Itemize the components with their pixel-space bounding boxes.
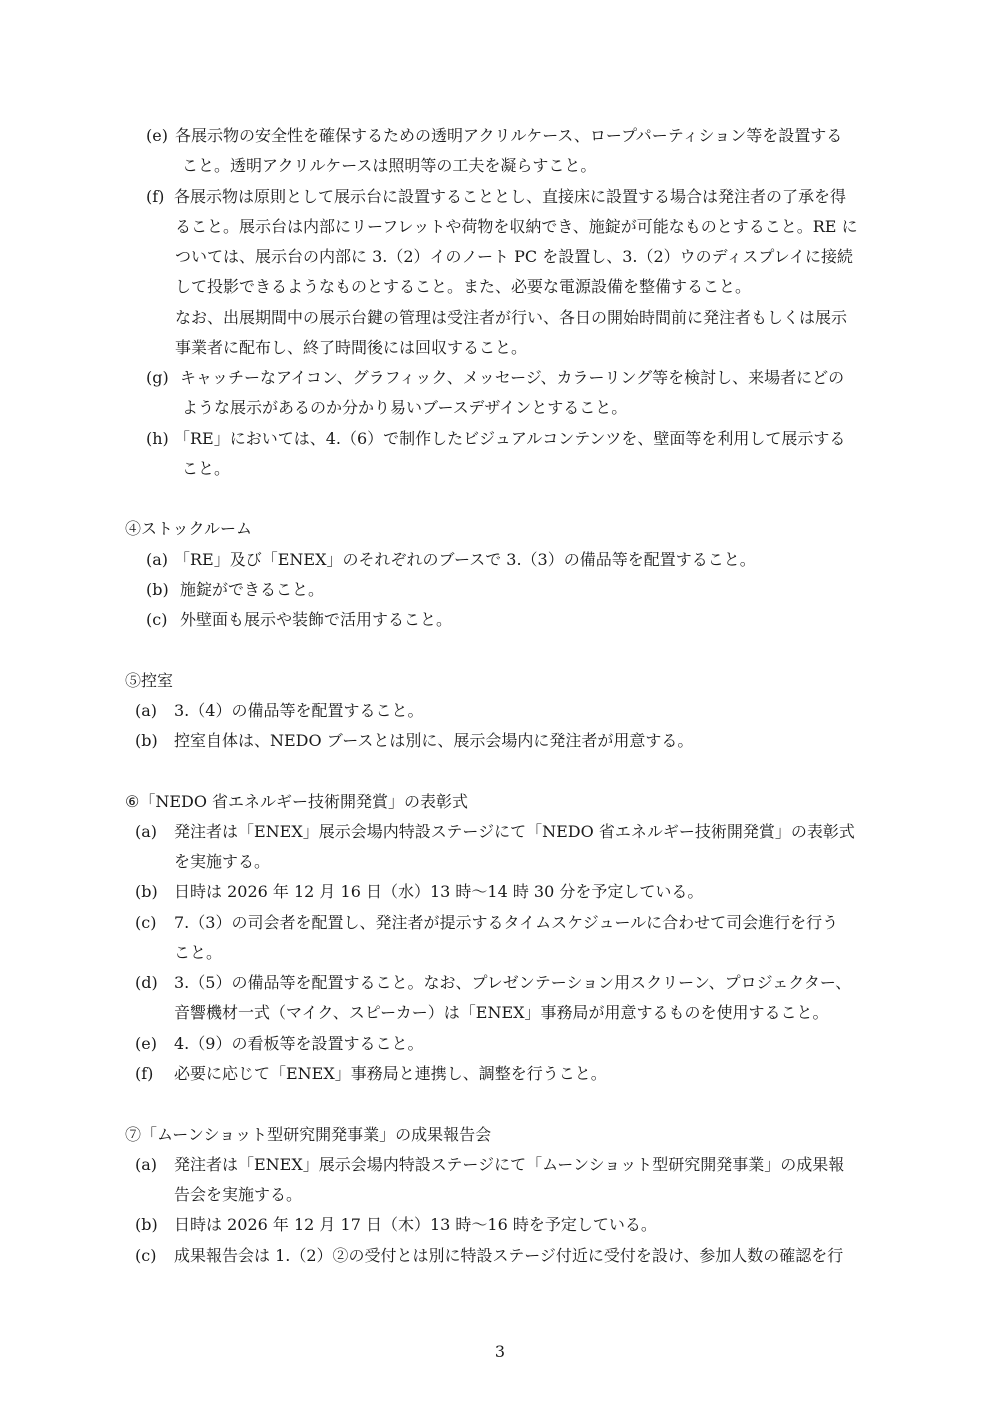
section-heading: ⑤控室	[125, 671, 174, 690]
section-heading: ④ストックルーム	[125, 519, 253, 538]
item-text: ついては、展示台の内部に 3.（2）イのノート PC を設置し、3.（2）ウのディスプレイに接続	[175, 247, 853, 266]
item-text: こと。	[182, 459, 231, 478]
item-label: (c)	[146, 610, 168, 629]
item-label: (b)	[135, 882, 158, 901]
item-label: (a)	[146, 550, 169, 569]
item-text: 控室自体は、NEDO ブースとは別に、展示会場内に発注者が用意する。	[174, 731, 694, 750]
item-label: (b)	[146, 580, 169, 599]
item-label: (e)	[135, 1034, 157, 1053]
item-text: して投影できるようなものとすること。また、必要な電源設備を整備すること。	[175, 277, 752, 296]
page-number: 3	[494, 1342, 506, 1361]
item-text: こと。透明アクリルケースは照明等の工夫を凝らすこと。	[182, 156, 597, 175]
item-label: (h)	[146, 429, 169, 448]
item-label: (g)	[146, 368, 169, 387]
item-label: (f)	[146, 187, 165, 206]
item-text: を実施する。	[174, 852, 271, 871]
item-label: (a)	[135, 822, 158, 841]
item-label: (b)	[135, 731, 158, 750]
item-text: ような展示があるのか分かり易いブースデザインとすること。	[182, 398, 628, 417]
item-text: キャッチーなアイコン、グラフィック、メッセージ、カラーリング等を検討し、来場者にどの	[180, 368, 845, 387]
item-label: (b)	[135, 1215, 158, 1234]
item-text: 告会を実施する。	[174, 1185, 303, 1204]
item-text: 「RE」及び「ENEX」のそれぞれのブースで 3.（3）の備品等を配置すること。	[174, 550, 756, 569]
section-heading: ⑦「ムーンショット型研究開発事業」の成果報告会	[125, 1125, 492, 1144]
item-text: 3.（5）の備品等を配置すること。なお、プレゼンテーション用スクリーン、プロジェクター、	[174, 973, 852, 992]
item-text: 各展示物の安全性を確保するための透明アクリルケース、ロープパーティション等を設置する	[175, 126, 843, 145]
item-text: 4.（9）の看板等を設置すること。	[174, 1034, 424, 1053]
item-text: 音響機材一式（マイク、スピーカー）は「ENEX」事務局が用意するものを使用すること。	[174, 1003, 829, 1022]
item-text: 成果報告会は 1.（2）②の受付とは別に特設ステージ付近に受付を設け、参加人数の確認を行	[174, 1246, 844, 1265]
item-text: 施錠ができること。	[180, 580, 325, 599]
item-text: ること。展示台は内部にリーフレットや荷物を収納でき、施錠が可能なものとすること。RE に	[175, 217, 858, 236]
item-label: (c)	[135, 913, 157, 932]
item-text: 日時は 2026 年 12 月 17 日（木）13 時～16 時を予定している。	[174, 1215, 657, 1234]
item-text: 7.（3）の司会者を配置し、発注者が提示するタイムスケジュールに合わせて司会進行を行う	[174, 913, 839, 932]
item-text: こと。	[174, 943, 223, 962]
item-text: 「RE」においては、4.（6）で制作したビジュアルコンテンツを、壁面等を利用して展示する	[174, 429, 846, 448]
item-label: (f)	[135, 1064, 154, 1083]
item-label: (c)	[135, 1246, 157, 1265]
item-text: 日時は 2026 年 12 月 16 日（水）13 時～14 時 30 分を予定している。	[174, 882, 704, 901]
item-text: 発注者は「ENEX」展示会場内特設ステージにて「NEDO 省エネルギー技術開発賞」の表彰式	[174, 822, 855, 841]
item-label: (a)	[135, 1155, 158, 1174]
item-label: (d)	[135, 973, 158, 992]
item-text: なお、出展期間中の展示台鍵の管理は受注者が行い、各日の開始時間前に発注者もしくは展示	[175, 308, 848, 327]
item-text: 必要に応じて「ENEX」事務局と連携し、調整を行うこと。	[174, 1064, 607, 1083]
item-text: 事業者に配布し、終了時間後には回収すること。	[175, 338, 528, 357]
item-text: 各展示物は原則として展示台に設置することとし、直接床に設置する場合は発注者の了承を得	[174, 187, 847, 206]
section-heading: ⑥「NEDO 省エネルギー技術開発賞」の表彰式	[125, 792, 469, 811]
item-text: 外壁面も展示や装飾で活用すること。	[180, 610, 453, 629]
item-text: 発注者は「ENEX」展示会場内特設ステージにて「ムーンショット型研究開発事業」の成果報	[174, 1155, 845, 1174]
item-label: (e)	[146, 126, 168, 145]
item-label: (a)	[135, 701, 158, 720]
item-text: 3.（4）の備品等を配置すること。	[174, 701, 424, 720]
